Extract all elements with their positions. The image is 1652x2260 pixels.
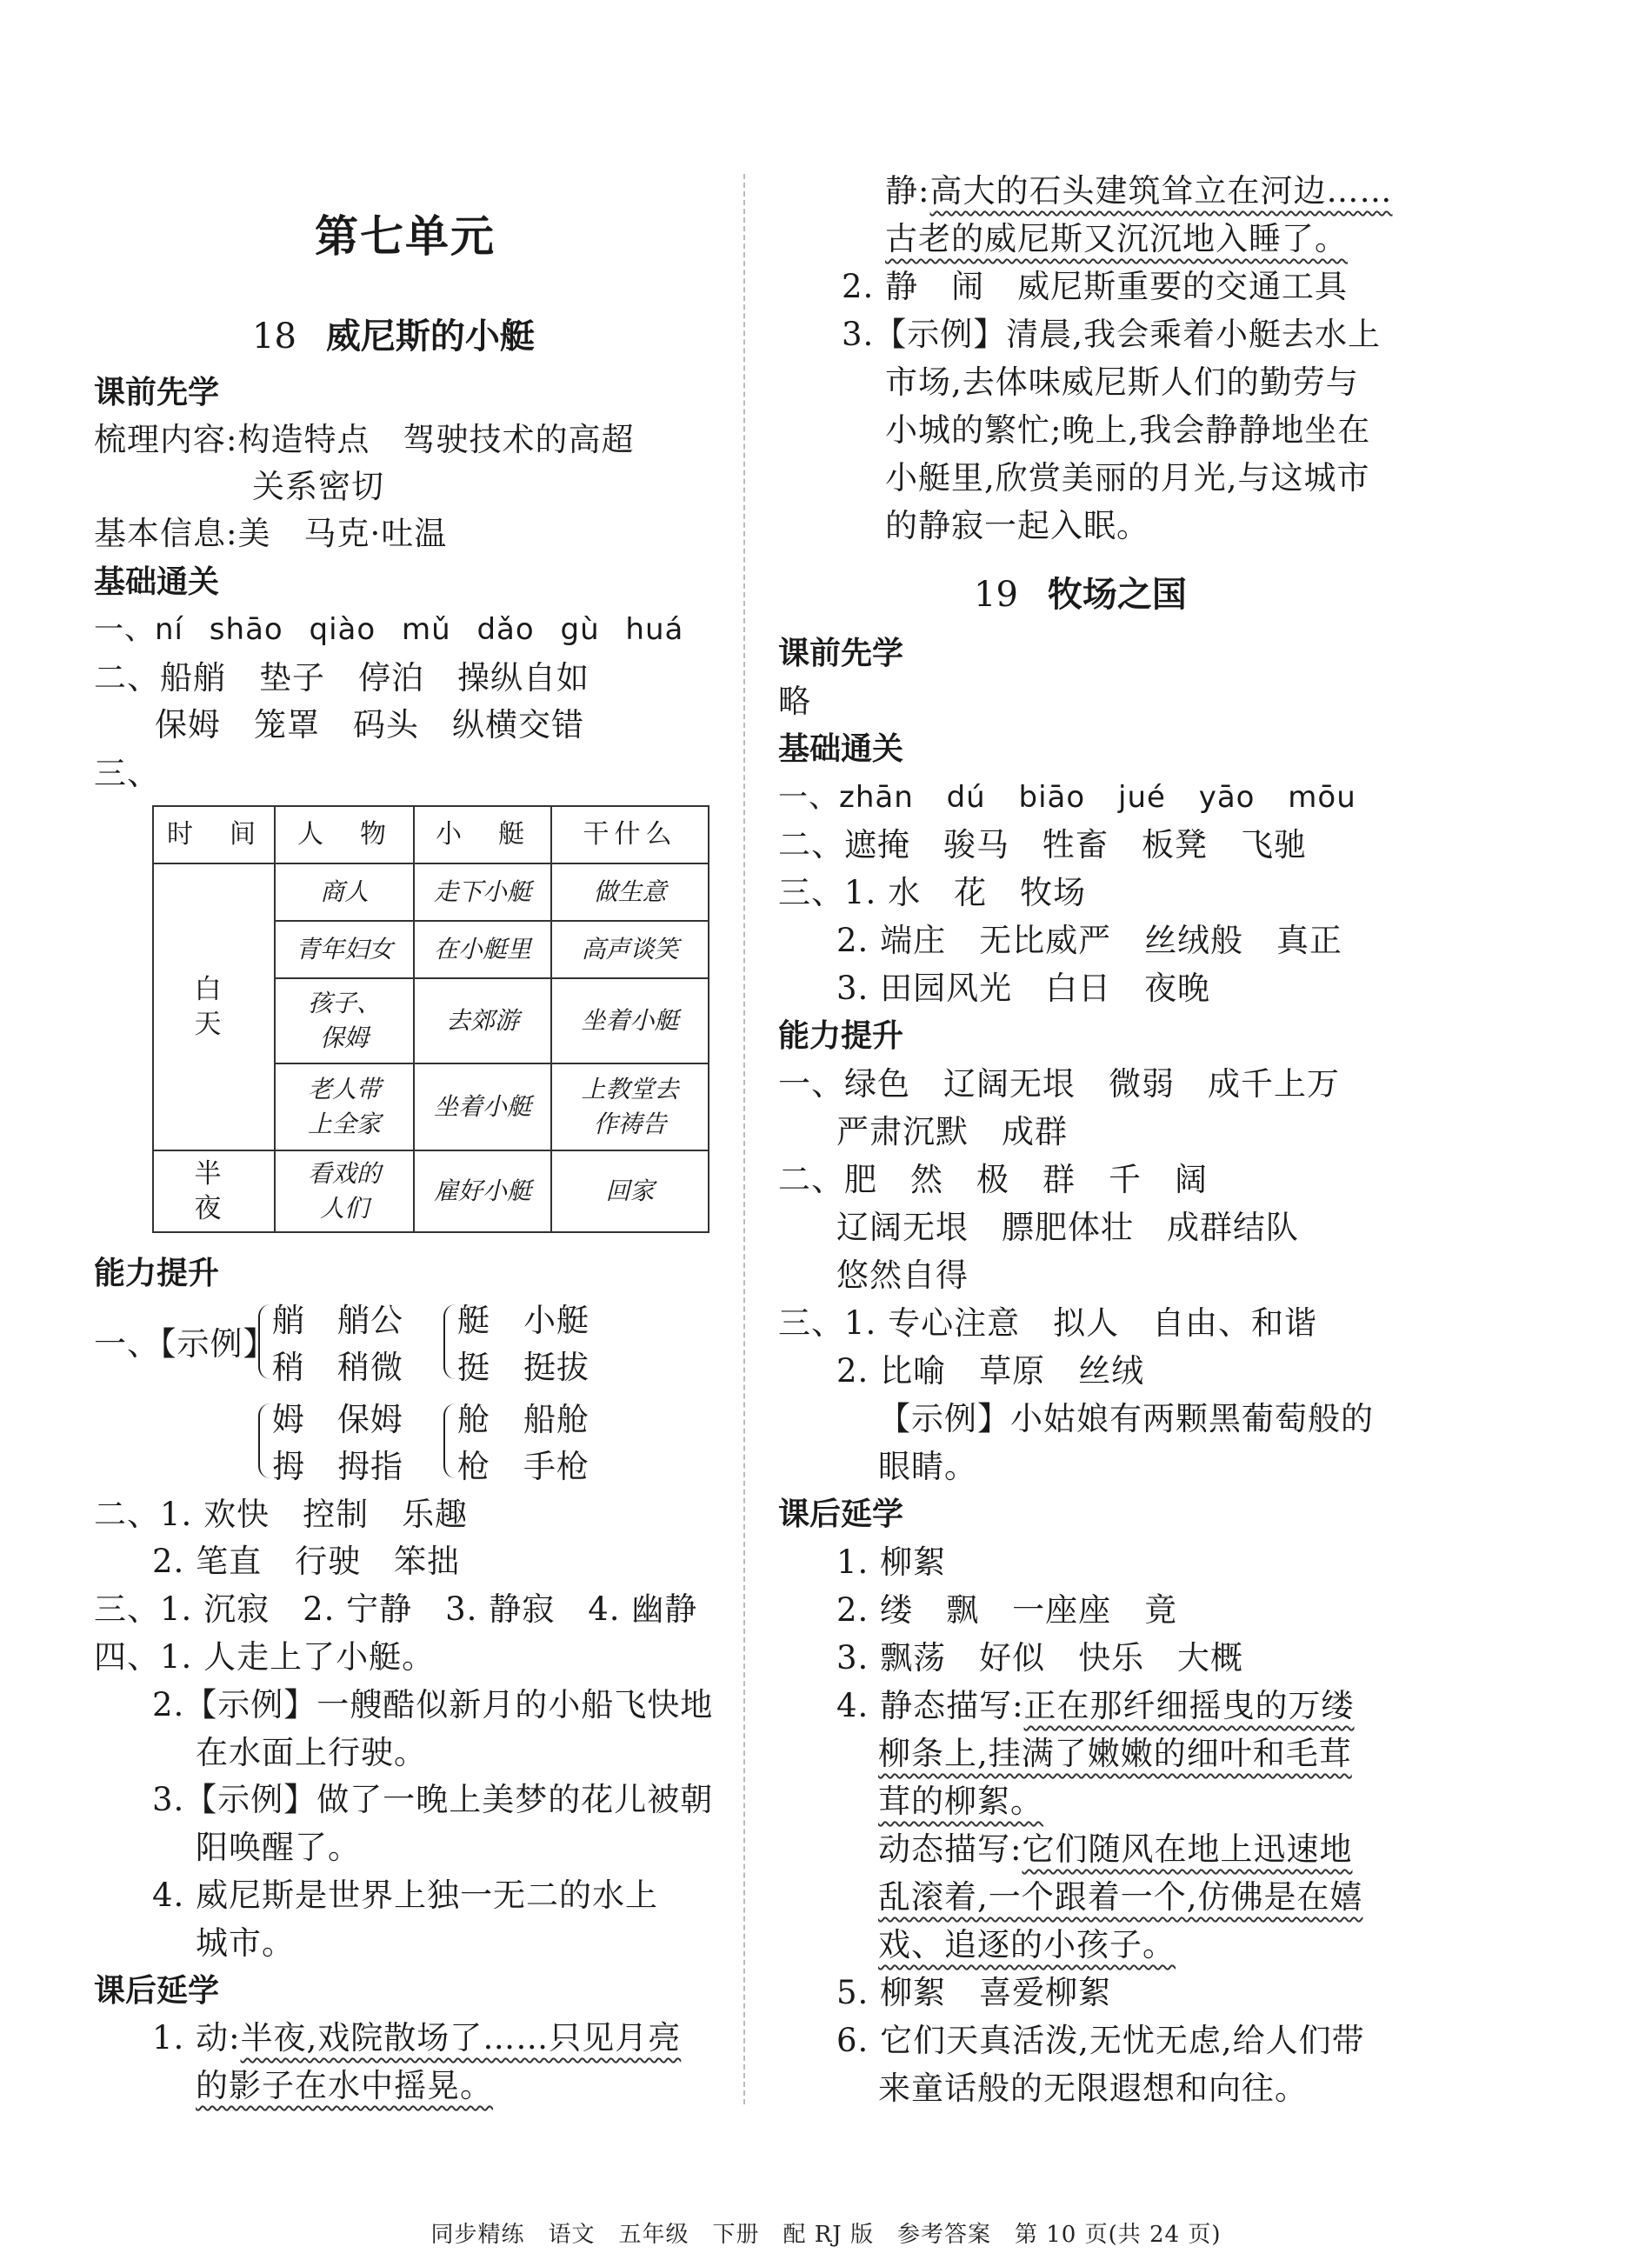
word-answer: 小艇 (523, 1302, 590, 1339)
char-answer: 枪 (457, 1448, 490, 1485)
lesson-number: 19 (974, 575, 1018, 615)
text-line: 三、 (94, 755, 160, 792)
underlined-text: 古老的威尼斯又沉沉地入睡了。 (885, 220, 1348, 257)
underlined-text: 戏、追逐的小孩子。 (878, 1926, 1176, 1963)
text-line: 市场,去体味威尼斯人们的勤劳与 (885, 363, 1359, 401)
text-line: 二、1. 欢快 控制 乐趣 (94, 1496, 469, 1533)
answer-table (152, 805, 709, 1233)
text-line: 在水面上行驶。 (196, 1734, 427, 1771)
underlined-text: 半夜,戏院散场了……只见月亮 (240, 2019, 682, 2057)
people-cell: 看戏的 人们 (275, 1150, 414, 1232)
underlined-text: 它们随风在地上迅速地 (1022, 1830, 1353, 1868)
word-answer: 挺拔 (523, 1349, 590, 1386)
text-line: 3. 飘荡 好似 快乐 大概 (836, 1639, 1244, 1677)
text-line: 三、1. 沉寂 2. 宁静 3. 静寂 4. 幽静 (94, 1590, 698, 1628)
boat-cell: 坐着小艇 (414, 1063, 551, 1150)
text-line: 辽阔无垠 膘肥体壮 成群结队 (836, 1209, 1299, 1246)
text-line: 1. 柳絮 (836, 1543, 947, 1581)
text-line: 2.【示例】一艘酷似新月的小船飞快地 (152, 1686, 714, 1723)
section-heading: 基础通关 (94, 564, 220, 600)
people-cell: 孩子、 保姆 (275, 978, 414, 1063)
text-line: 眼睛。 (878, 1448, 977, 1485)
text-line: 5. 柳絮 喜爱柳絮 (836, 1974, 1112, 2011)
text-line: 2. 比喻 草原 丝绒 (836, 1352, 1145, 1390)
char-answer: 艄 (272, 1302, 305, 1339)
underlined-text: 正在那纤细摇曳的万缕 (1023, 1687, 1355, 1724)
word-answer: 稍微 (337, 1349, 403, 1386)
label: 1. 动: (152, 2019, 241, 2057)
brace (443, 1304, 457, 1379)
people-cell: 青年妇女 (275, 921, 414, 978)
text-line (836, 1687, 1355, 1725)
time-cell: 白 天 (153, 863, 275, 1150)
text-line (885, 220, 1348, 258)
boat-cell: 雇好小艇 (414, 1150, 551, 1232)
page-footer: 同步精练 语文 五年级 下册 配 RJ 版 参考答案 第 10 页(共 24 页) (430, 2222, 1222, 2248)
word-answer: 艄公 (337, 1302, 403, 1339)
action-cell: 做生意 (551, 863, 709, 921)
lesson-18-title (252, 309, 535, 358)
people-cell: 商人 (275, 863, 414, 921)
text-line: 一、绿色 辽阔无垠 微弱 成千上万 (778, 1065, 1340, 1103)
text-line (885, 172, 1392, 210)
text-line: 的静寂一起入眠。 (885, 507, 1149, 544)
section-heading: 基础通关 (778, 731, 904, 767)
pinyin-line: 一、ní shāo qiào mǔ dǎo gù huá (94, 612, 684, 647)
text-line (878, 1735, 1352, 1773)
table-header: 人 物 (275, 806, 414, 863)
section-heading: 课前先学 (778, 636, 904, 671)
text-line: 【示例】小姑娘有两颗黑葡萄般的 (878, 1400, 1374, 1437)
text-line: 三、1. 水 花 牧场 (778, 874, 1087, 911)
unit-title: 第七单元 (315, 211, 496, 262)
text-line: 基本信息:美 马克·吐温 (94, 515, 448, 552)
section-heading: 能力提升 (778, 1018, 904, 1054)
time-cell: 半 夜 (153, 1150, 275, 1232)
boat-cell: 在小艇里 (414, 921, 551, 978)
text-line: 四、1. 人走上了小艇。 (94, 1638, 436, 1676)
section-heading: 课后延学 (778, 1497, 904, 1532)
label: 静: (885, 172, 930, 210)
section-heading: 课后延学 (94, 1973, 220, 2009)
underlined-text: 的影子在水中摇晃。 (196, 2067, 493, 2104)
boat-cell: 走下小艇 (414, 863, 551, 921)
action-cell: 上教堂去 作祷告 (551, 1063, 709, 1150)
char-answer: 挺 (457, 1349, 490, 1386)
lesson-name: 威尼斯的小艇 (325, 317, 535, 357)
text-line: 3.【示例】清晨,我会乘着小艇去水上 (842, 316, 1382, 353)
text-line (878, 1783, 1043, 1821)
brace (258, 1304, 272, 1379)
table-header: 时 间 (153, 806, 275, 863)
text-line: 阳唤醒了。 (196, 1829, 361, 1866)
text-line: 小城的繁忙;晚上,我会静静地坐在 (885, 411, 1371, 449)
label: 4. 静态描写: (836, 1687, 1024, 1724)
table-row (153, 863, 709, 921)
text-line: 二、肥 然 极 群 千 阔 (778, 1161, 1208, 1198)
text-line: 4. 威尼斯是世界上独一无二的水上 (152, 1877, 659, 1914)
text-line: 二、船艄 垫子 停泊 操纵自如 (94, 659, 590, 697)
word-answer: 保姆 (337, 1401, 403, 1438)
char-answer: 艇 (457, 1302, 490, 1339)
text-line: 2. 端庄 无比威严 丝绒般 真正 (836, 922, 1343, 959)
table-header-row (153, 806, 709, 863)
text-line (878, 1830, 1352, 1869)
lesson-name: 牧场之国 (1047, 575, 1187, 615)
char-answer: 拇 (272, 1448, 305, 1485)
text-line: 关系密切 (252, 468, 384, 505)
text-line: 城市。 (196, 1924, 295, 1962)
underlined-text: 高大的石头建筑耸立在河边…… (929, 172, 1393, 210)
table-header: 小 艇 (414, 806, 551, 863)
table-header: 干什么 (551, 806, 709, 863)
text-line (196, 2067, 493, 2105)
text-line: 小艇里,欣赏美丽的月光,与这城市 (885, 459, 1370, 497)
text-line: 2. 笔直 行驶 笨拙 (152, 1543, 461, 1580)
char-answer: 姆 (272, 1401, 305, 1438)
word-answer: 拇指 (337, 1448, 403, 1485)
text-line: 二、遮掩 骏马 牲畜 板凳 飞驰 (778, 826, 1307, 863)
text-line: 3.【示例】做了一晚上美梦的花儿被朝 (152, 1781, 714, 1818)
text-line (152, 2019, 681, 2057)
text-line: 6. 它们天真活泼,无忧无虑,给人们带 (836, 2022, 1365, 2059)
underlined-text: 茸的柳絮。 (878, 1783, 1043, 1820)
text-line: 2. 静 闹 威尼斯重要的交通工具 (842, 268, 1349, 305)
lesson-19-title (974, 567, 1187, 617)
section-heading: 能力提升 (94, 1256, 220, 1291)
text-line (878, 1878, 1363, 1917)
action-cell: 坐着小艇 (551, 978, 709, 1063)
word-answer: 手枪 (523, 1448, 590, 1485)
word-answer: 船舱 (523, 1401, 590, 1438)
underlined-text: 乱滚着,一个跟着一个,仿佛是在嬉 (878, 1878, 1363, 1916)
text-line: 严肃沉默 成群 (836, 1113, 1068, 1150)
char-answer: 舱 (457, 1401, 490, 1438)
brace (443, 1403, 457, 1478)
people-cell: 老人带 上全家 (275, 1063, 414, 1150)
action-cell: 回家 (551, 1150, 709, 1232)
section-heading: 课前先学 (94, 375, 220, 410)
action-cell: 高声谈笑 (551, 921, 709, 978)
text-line: 略 (778, 683, 811, 720)
text-line: 三、1. 专心注意 拟人 自由、和谐 (778, 1304, 1318, 1342)
label: 动态描写: (878, 1830, 1023, 1868)
brace (258, 1403, 272, 1478)
text-line: 梳理内容:构造特点 驾驶技术的高超 (94, 421, 635, 458)
lesson-number: 18 (252, 317, 296, 357)
text-line: 来童话般的无限遐想和向往。 (878, 2070, 1308, 2107)
text-line: 悠然自得 (836, 1257, 969, 1294)
underlined-text: 柳条上,挂满了嫩嫩的细叶和毛茸 (878, 1735, 1352, 1772)
table-row (153, 1150, 709, 1232)
text-line: 3. 田园风光 白日 夜晚 (836, 970, 1211, 1007)
char-answer: 稍 (272, 1349, 305, 1386)
text-line: 2. 缕 飘 一座座 竟 (836, 1591, 1178, 1629)
text-line (878, 1926, 1176, 1964)
text-line: 保姆 笼罩 码头 纵横交错 (155, 706, 584, 743)
column-divider (743, 174, 745, 2104)
boat-cell: 去郊游 (414, 978, 551, 1063)
text-line: 一、【示例】 (94, 1325, 276, 1363)
pinyin-line: 一、zhān dú biāo jué yāo mōu (778, 780, 1356, 815)
